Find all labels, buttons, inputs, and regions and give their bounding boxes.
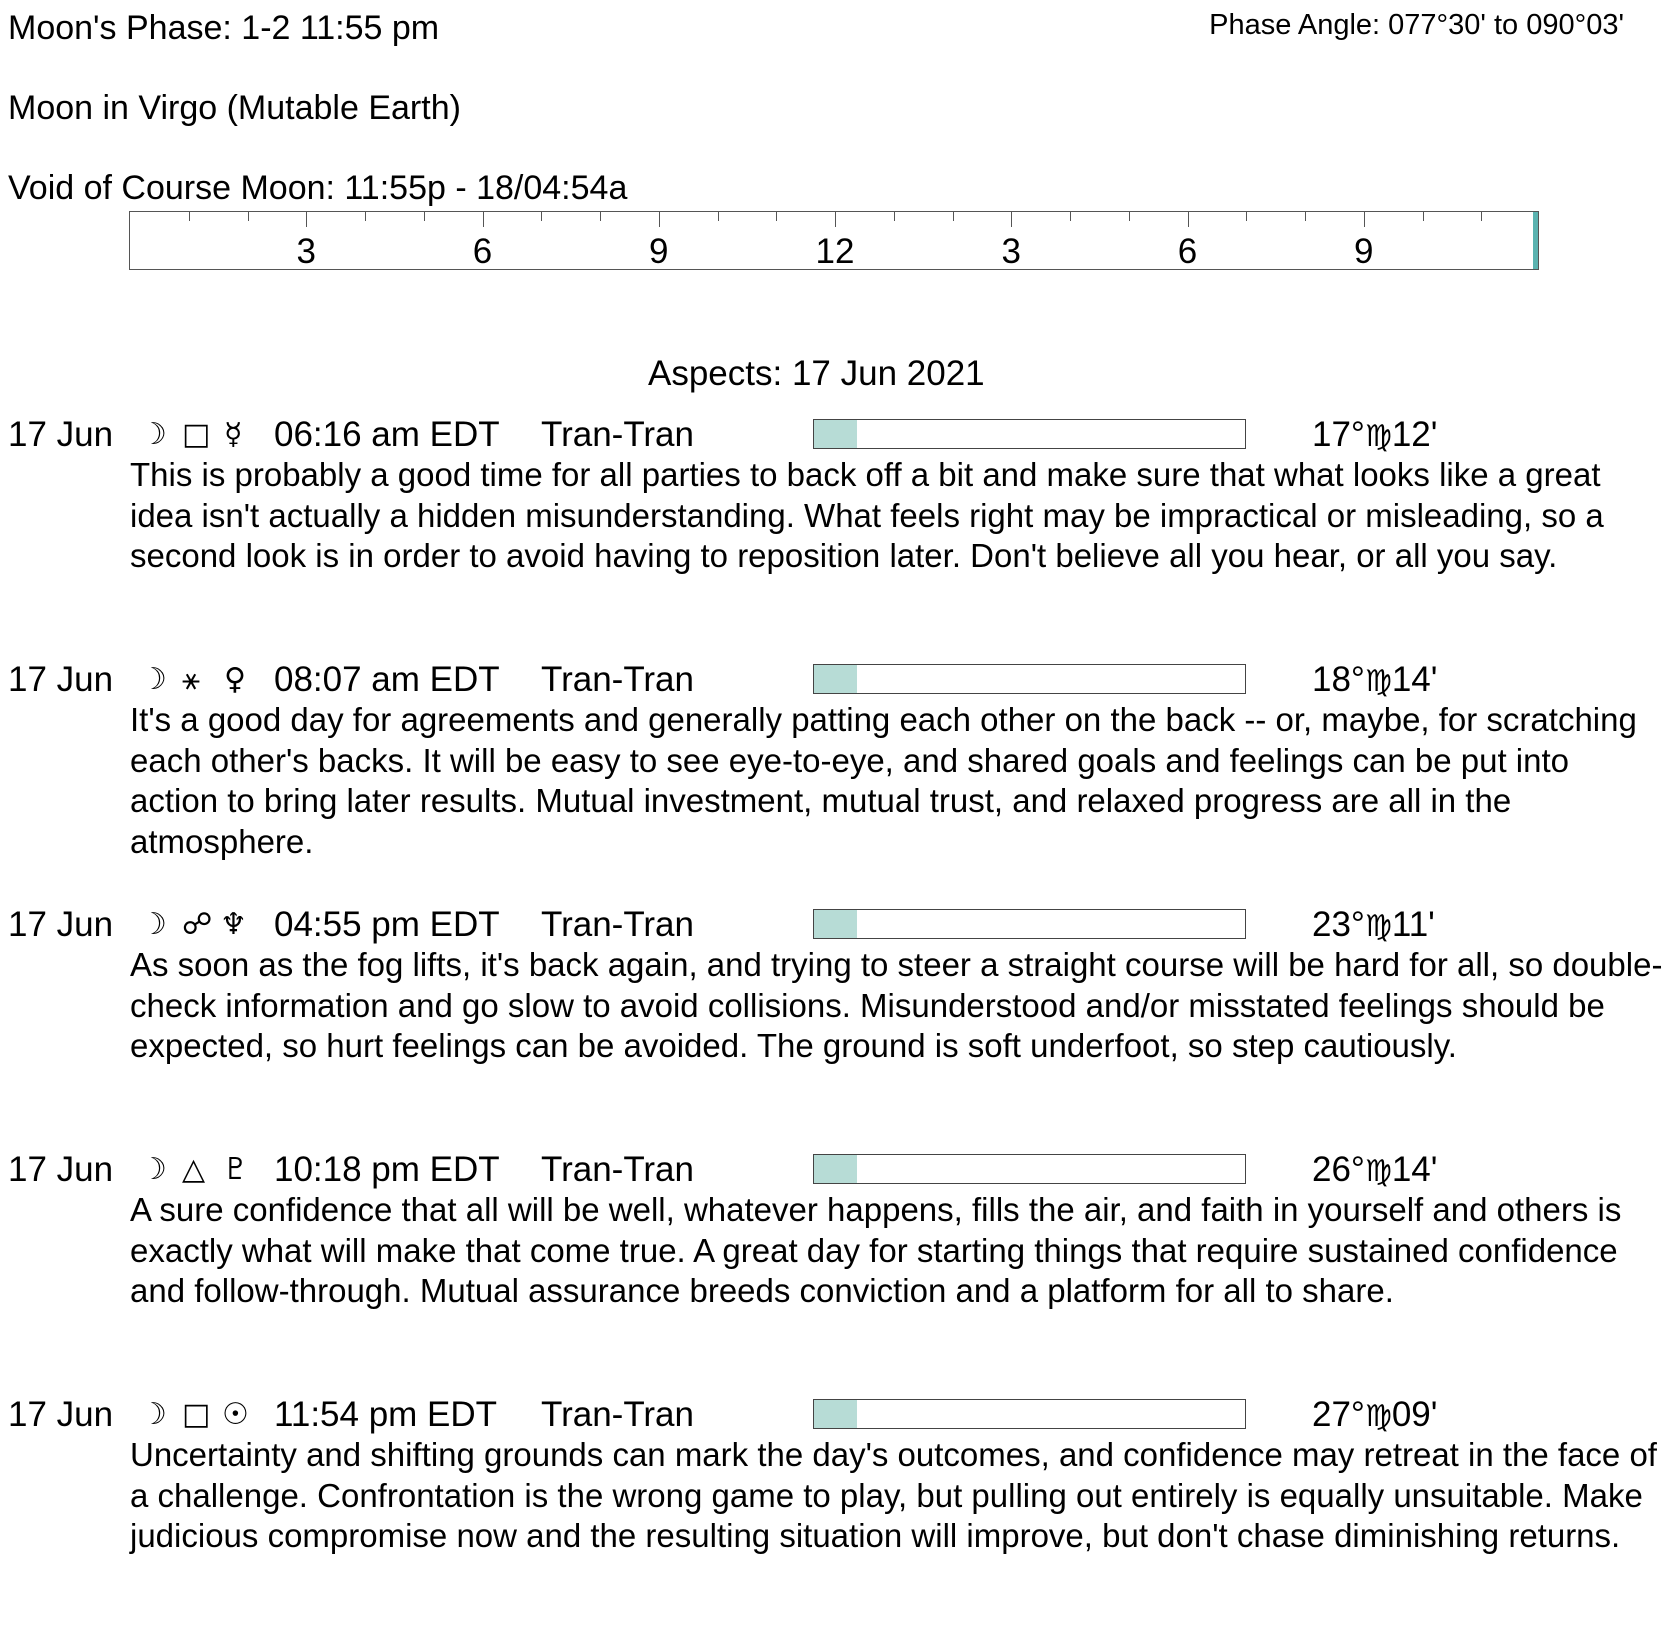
position-minutes: 11' xyxy=(1391,905,1435,944)
timeline-tick xyxy=(953,212,954,221)
strength-bar xyxy=(813,1154,1246,1184)
aspect-date: 17 Jun xyxy=(8,1150,114,1189)
timeline-tick xyxy=(248,212,249,221)
virgo-icon: ♍ xyxy=(1364,1154,1392,1189)
position-minutes: 14' xyxy=(1391,1150,1438,1189)
aspect-position xyxy=(1312,905,1435,947)
moon-sign: Moon in Virgo (Mutable Earth) xyxy=(8,89,461,127)
timeline-tick xyxy=(1246,212,1247,221)
aspect-position xyxy=(1312,415,1437,457)
aspect-entry xyxy=(0,1150,1674,1390)
moon-icon: ☽ xyxy=(140,907,167,942)
timeline-tick xyxy=(600,212,601,221)
timeline-tick xyxy=(894,212,895,221)
timeline-end-marker xyxy=(1533,212,1538,269)
aspect-description: It's a good day for agreements and generally patting each other on the back -- or, maybe, for scratching each other's backs. It will be easy to see eye-to-eye, and shared goals and feelings can be put into action to bring later results. Mutual investment, mutual trust, and relaxed progress are all in the atmosphere. xyxy=(130,701,1637,860)
neptune-icon: ♆ xyxy=(220,907,247,942)
timeline-hour-label: 9 xyxy=(649,232,669,271)
aspect-entry xyxy=(0,905,1674,1145)
aspect-description: Uncertainty and shifting grounds can mark the day's outcomes, and confidence may retreat in the face of a challenge. Confrontation is the wrong game to play, but pulling out entirely is equally unsuitable. Make judicious compromise now and the resulting situation will improve, but don't chase diminishing returns. xyxy=(130,1436,1657,1554)
aspect-position xyxy=(1312,1395,1437,1437)
timeline-tick xyxy=(1070,212,1071,221)
phase-angle: Phase Angle: 077°30' to 090°03' xyxy=(1209,9,1624,41)
position-degree: 27° xyxy=(1312,1395,1365,1434)
timeline-tick xyxy=(189,212,190,221)
timeline-tick xyxy=(835,212,836,227)
moon-icon: ☽ xyxy=(140,662,167,697)
aspect-entry xyxy=(0,415,1674,655)
position-degree: 26° xyxy=(1312,1150,1365,1189)
aspect-type: Tran-Tran xyxy=(541,905,694,944)
opposition-icon: ☍ xyxy=(182,907,213,942)
timeline-tick xyxy=(1188,212,1189,227)
aspect-time: 04:55 pm EDT xyxy=(274,905,500,944)
void-of-course: Void of Course Moon: 11:55p - 18/04:54a xyxy=(8,169,628,207)
timeline-tick xyxy=(306,212,307,227)
strength-bar-fill xyxy=(814,420,857,448)
trine-icon: △ xyxy=(182,1152,206,1187)
strength-bar xyxy=(813,1399,1246,1429)
strength-bar-fill xyxy=(814,1155,857,1183)
position-minutes: 12' xyxy=(1391,415,1438,454)
venus-icon: ♀ xyxy=(224,662,246,697)
virgo-icon: ♍ xyxy=(1364,1399,1392,1434)
aspect-type: Tran-Tran xyxy=(541,415,694,454)
timeline-tick xyxy=(1364,212,1365,227)
strength-bar xyxy=(813,664,1246,694)
aspect-time: 06:16 am EDT xyxy=(274,415,500,454)
aspect-description: A sure confidence that all will be well, whatever happens, fills the air, and faith in yourself and others is exactly what will make that come true. A great day for starting things that require sustained confidence and follow-through. Mutual assurance breeds conviction and a platform for all to share. xyxy=(130,1191,1622,1309)
timeline-tick xyxy=(1423,212,1424,221)
timeline-hour-label: 12 xyxy=(815,232,855,271)
aspect-position xyxy=(1312,1150,1437,1192)
timeline-hour-label: 9 xyxy=(1354,232,1374,271)
position-degree: 23° xyxy=(1312,905,1365,944)
strength-bar xyxy=(813,419,1246,449)
aspect-date: 17 Jun xyxy=(8,1395,114,1434)
strength-bar xyxy=(813,909,1246,939)
day-timeline xyxy=(129,211,1539,270)
square-icon: □ xyxy=(182,1397,211,1432)
square-icon: □ xyxy=(182,417,211,452)
aspects-title: Aspects: 17 Jun 2021 xyxy=(648,354,985,393)
moon-icon: ☽ xyxy=(140,417,167,452)
strength-bar-fill xyxy=(814,910,857,938)
aspect-description: As soon as the fog lifts, it's back again, and trying to steer a straight course will be hard for all, so double-check information and go slow to avoid collisions. Misunderstood and/or misstated feelings should be expected, so hurt feelings can be avoided. The ground is soft underfoot, so step cautiously. xyxy=(130,946,1663,1064)
aspect-time: 11:54 pm EDT xyxy=(274,1395,498,1434)
aspect-date: 17 Jun xyxy=(8,905,114,944)
timeline-tick xyxy=(483,212,484,227)
timeline-tick xyxy=(1305,212,1306,221)
pluto-icon: ♇ xyxy=(222,1152,249,1187)
aspect-type: Tran-Tran xyxy=(541,1395,694,1434)
sun-icon: ☉ xyxy=(222,1397,249,1432)
aspect-date: 17 Jun xyxy=(8,415,114,454)
timeline-tick xyxy=(541,212,542,221)
timeline-tick xyxy=(776,212,777,221)
timeline-tick xyxy=(718,212,719,221)
aspect-entry xyxy=(0,660,1674,900)
aspect-position xyxy=(1312,660,1437,702)
virgo-icon: ♍ xyxy=(1364,664,1392,699)
virgo-icon: ♍ xyxy=(1364,419,1392,454)
timeline-hour-label: 3 xyxy=(1001,232,1021,271)
aspect-description: This is probably a good time for all parties to back off a bit and make sure that what looks like a great idea isn't actually a hidden misunderstanding. What feels right may be impractical or misleading, so a second look is in order to avoid having to reposition later. Don't believe all you hear, or all you say. xyxy=(130,456,1604,574)
strength-bar-fill xyxy=(814,665,857,693)
virgo-icon: ♍ xyxy=(1364,909,1392,944)
position-minutes: 09' xyxy=(1391,1395,1438,1434)
mercury-icon: ☿ xyxy=(224,417,243,452)
sextile-icon: ⚹ xyxy=(182,662,200,697)
aspect-entry xyxy=(0,1395,1674,1635)
moon-icon: ☽ xyxy=(140,1397,167,1432)
timeline-tick xyxy=(1481,212,1482,221)
position-degree: 18° xyxy=(1312,660,1365,699)
position-minutes: 14' xyxy=(1391,660,1438,699)
timeline-tick xyxy=(1129,212,1130,221)
timeline-tick xyxy=(365,212,366,221)
aspect-type: Tran-Tran xyxy=(541,1150,694,1189)
timeline-tick xyxy=(659,212,660,227)
strength-bar-fill xyxy=(814,1400,857,1428)
aspect-type: Tran-Tran xyxy=(541,660,694,699)
aspect-time: 10:18 pm EDT xyxy=(274,1150,500,1189)
timeline-hour-label: 6 xyxy=(472,232,493,271)
timeline-hour-label: 6 xyxy=(1177,232,1198,271)
moon-icon: ☽ xyxy=(140,1152,167,1187)
aspect-date: 17 Jun xyxy=(8,660,114,699)
timeline-tick xyxy=(1011,212,1012,227)
timeline-hour-label: 3 xyxy=(296,232,316,271)
aspect-time: 08:07 am EDT xyxy=(274,660,500,699)
timeline-tick xyxy=(424,212,425,221)
position-degree: 17° xyxy=(1312,415,1365,454)
moon-phase: Moon's Phase: 1-2 11:55 pm xyxy=(8,9,440,47)
